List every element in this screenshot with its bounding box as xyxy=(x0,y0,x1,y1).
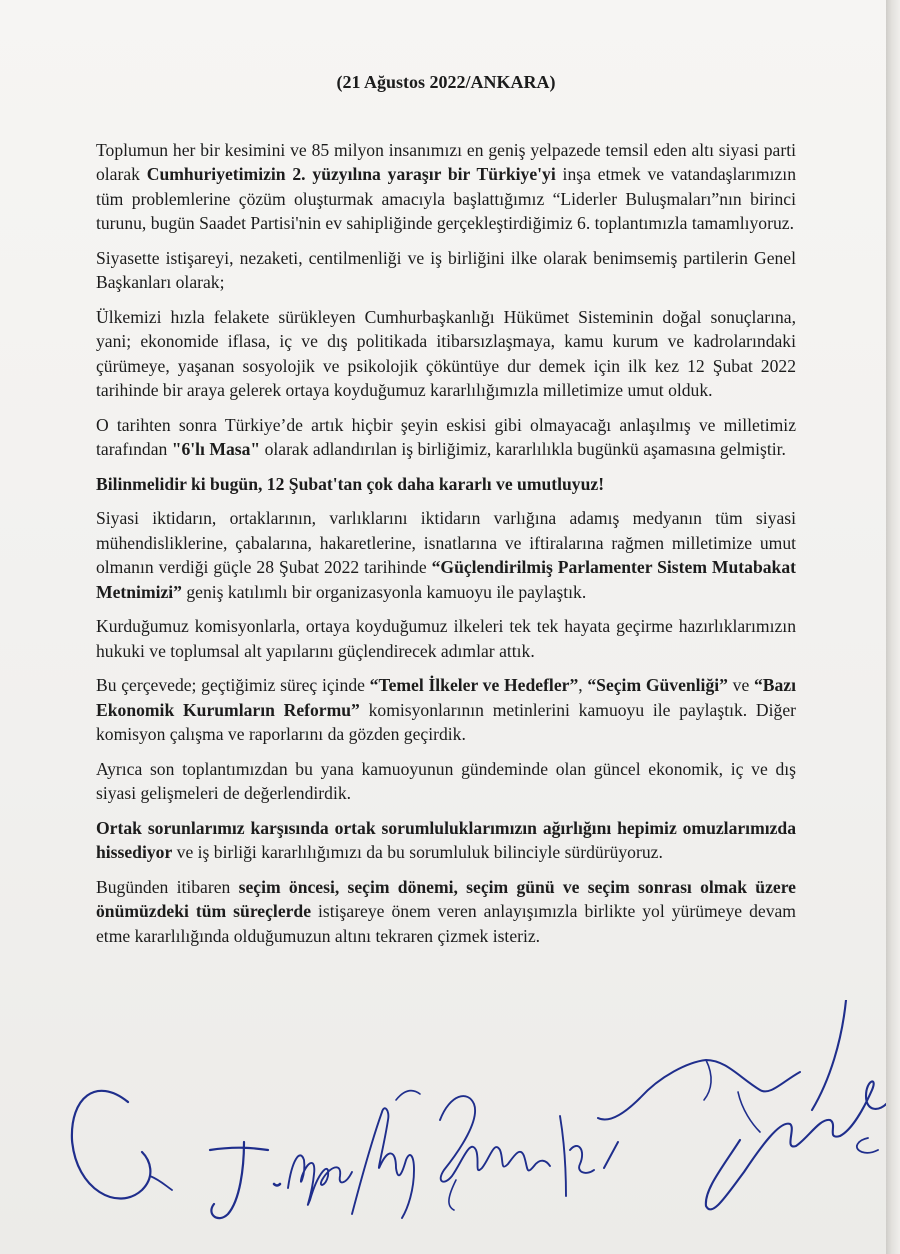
paragraph-4-bold: "6'lı Masa" xyxy=(171,439,261,459)
signature-7 xyxy=(706,1000,886,1209)
paragraph-11-bold: seçim öncesi, seçim dönemi, seçim günü ve seçim sonrası olmak üzere önümüzdeki tüm süreçlerde xyxy=(96,876,796,921)
paragraph-4-text-a: O tarihten sonra Türkiye’de artık hiçbir şeyin eskisi gibi olmayacağı anlaşılmış ve milletimiz tarafından xyxy=(96,414,796,459)
paragraph-8-text-c: ve xyxy=(727,675,754,695)
paragraph-8-text-a: Bu çerçevede; geçtiğimiz süreç içinde xyxy=(96,675,370,695)
paragraph-1-text-b: inşa etmek ve vatandaşlarımızın tüm problemlerine çözüm oluşturmak amacıyla başlattığımız “Liderler Buluşmaları”nın birinci turunu, bugün Saadet Partisi'nin ev sahipliğinde gerçekleştirdiğimiz 6. toplantımızla tamamlıyoruz. xyxy=(96,164,796,233)
paragraph-2: Siyasette istişareyi, nezaketi, centilmenliği ve iş birliğini ilke olarak benimsemiş partilerin Genel Başkanları olarak; xyxy=(96,247,796,292)
paragraph-3: Ülkemizi hızla felakete sürükleyen Cumhurbaşkanlığı Hükümet Sisteminin doğal sonuçlarına, yani; ekonomide iflasa, iç ve dış politikada itibarsızlaşmaya, kamu kurum ve kadrolarındaki çürümeye, yaşanan sosyolojik ve psikolojik çöküntüye dur demek için ilk kez 12 Şubat 2022 tarihinde bir araya gelerek ortaya koyduğumuz kararlılığımızla milletimize umut olduk. xyxy=(96,306,796,400)
document-body xyxy=(96,70,796,958)
paragraph-5-bold-statement: Bilinmelidir ki bugün, 12 Şubat'tan çok daha kararlı ve umutluyuz! xyxy=(96,473,605,494)
paragraph-10 xyxy=(96,816,796,865)
paragraph-6-bold: “Güçlendirilmiş Parlamenter Sistem Mutabakat Metnimizi” xyxy=(96,557,796,602)
paragraph-4 xyxy=(96,413,796,462)
page-edge-shadow xyxy=(886,0,900,1254)
paragraph-6 xyxy=(96,506,796,604)
paragraph-1 xyxy=(96,138,796,236)
paragraph-6-text-a: Siyasi iktidarın, ortaklarının, varlıklarını iktidarın varlığına adamış medyanın tüm siyasi mühendisliklerine, çabalarına, hakaretlerine, isnatlarına ve iftiralarına rağmen milletimize umut olmanın verdiği güçle 28 Şubat 2022 tarihinde xyxy=(96,508,796,577)
paragraph-6-text-b: geniş katılımlı bir organizasyonla kamuoyu ile paylaştık. xyxy=(181,581,587,602)
paragraph-4-text-b: olarak adlandırılan iş birliğimiz, kararlılıkla bugünkü aşamasına gelmiştir. xyxy=(260,439,786,459)
paragraph-8-bold-b: “Seçim Güvenliği” xyxy=(587,675,728,695)
paragraph-1-bold: Cumhuriyetimizin 2. yüzyılına yaraşır bir Türkiye'yi xyxy=(146,164,556,184)
signatures xyxy=(0,1000,886,1254)
signature-6 xyxy=(598,1060,800,1120)
paragraph-10-text: ve iş birliği kararlılığımızı da bu sorumluluk bilinciyle sürdürüyoruz. xyxy=(172,842,663,862)
paragraph-8-text-b: , xyxy=(578,675,588,695)
paragraph-11-text-a: Bugünden itibaren xyxy=(96,876,239,897)
paragraph-8 xyxy=(96,673,796,747)
signature-1 xyxy=(72,1091,151,1199)
paragraph-8-text-d: komisyonlarının metinlerini kamuoyu ile paylaştık. Diğer komisyon çalışma ve raporlarını da gözden geçirdik. xyxy=(96,699,796,744)
paragraph-11-text-b: istişareye önem veren anlayışımızla birlikte yol yürümeye devam etme kararlılığında olduğumuzun altını tekraren çizmek isteriz. xyxy=(96,901,796,946)
signature-2 xyxy=(210,1142,268,1218)
document-date: (21 Ağustos 2022/ANKARA) xyxy=(336,72,556,92)
paragraph-1-text-a: Toplumun her bir kesimini ve 85 milyon insanımızı en geniş yelpazede temsil eden altı siyasi parti olarak xyxy=(96,139,796,184)
paragraph-10-bold: Ortak sorunlarımız karşısında ortak sorumluluklarımızın ağırlığını hepimiz omuzlarımızda hissediyor xyxy=(96,817,796,862)
paragraph-8-bold-c: “Bazı Ekonomik Kurumların Reformu” xyxy=(96,675,796,720)
paragraph-11 xyxy=(96,875,796,949)
paragraph-9: Ayrıca son toplantımızdan bu yana kamuoyunun gündeminde olan güncel ekonomik, iç ve dış siyasi gelişmeleri de değerlendirdik. xyxy=(96,758,796,803)
paragraph-7: Kurduğumuz komisyonlarla, ortaya koyduğumuz ilkeleri tek tek hayata geçirme hazırlıklarımızın hukuki ve toplumsal alt yapılarını güçlendirecek adımlar attık. xyxy=(96,616,796,661)
signature-4 xyxy=(352,1108,414,1218)
paragraph-8-bold-a: “Temel İlkeler ve Hedefler” xyxy=(369,675,579,695)
signature-3 xyxy=(288,1155,352,1205)
signature-5 xyxy=(440,1096,550,1182)
